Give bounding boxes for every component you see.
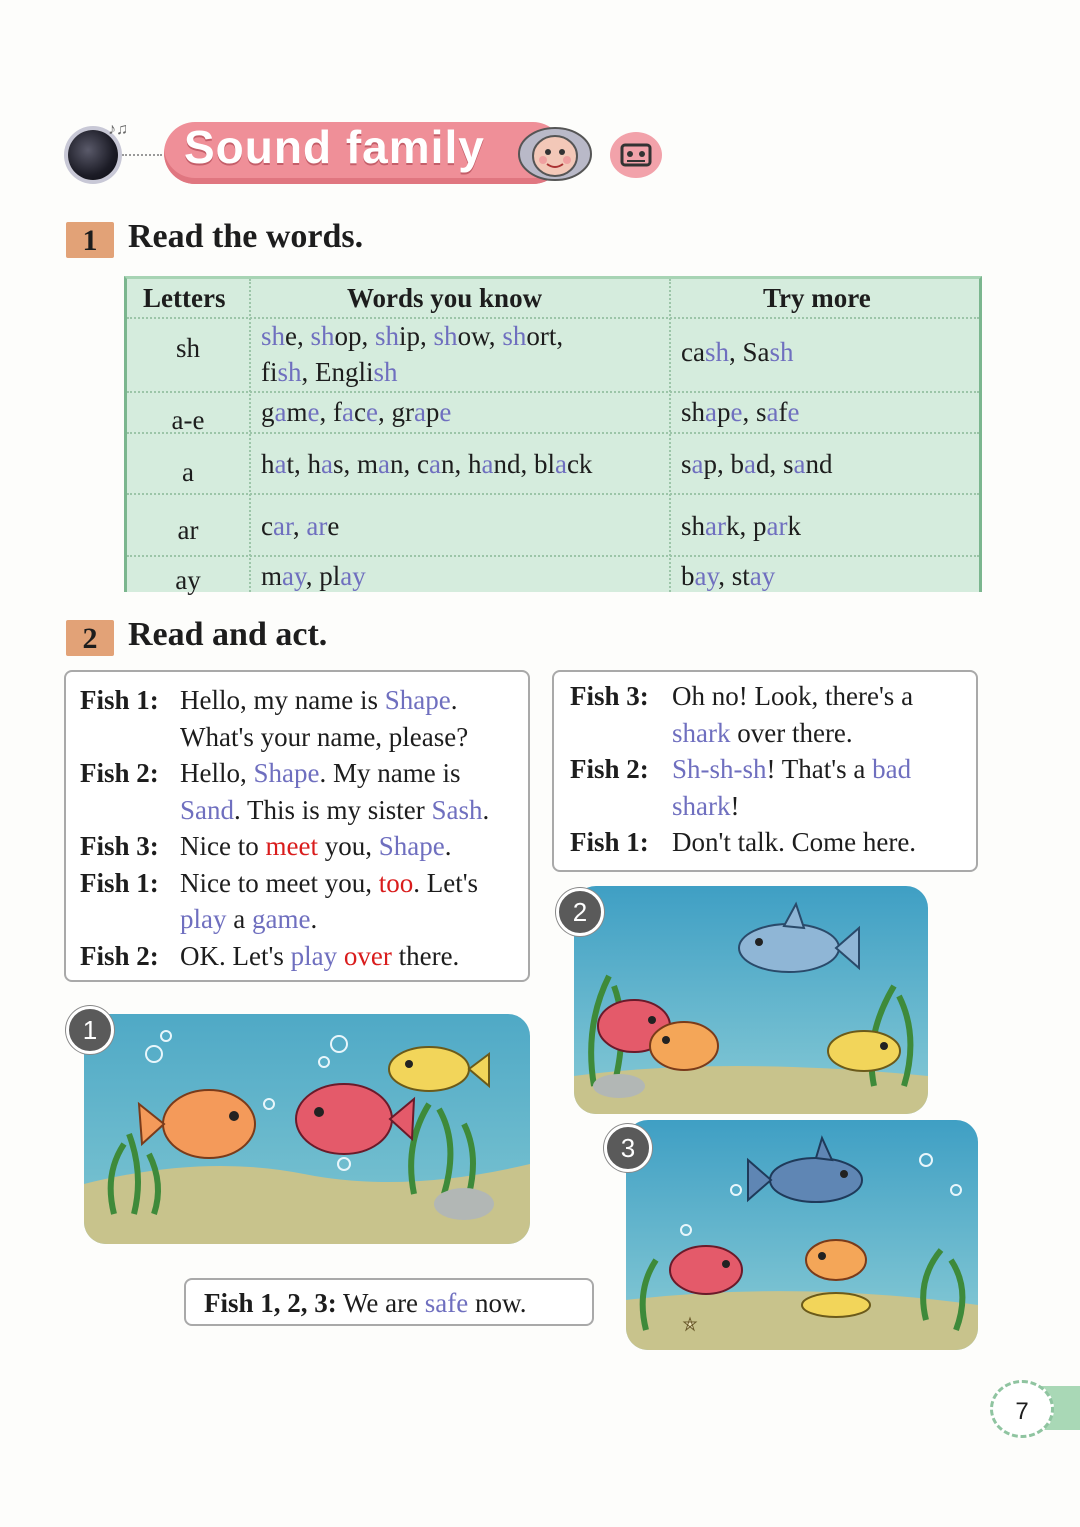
dialog-line: Sand. This is my sister Sash. (180, 794, 490, 825)
orange-fish-icon (806, 1240, 866, 1280)
picture-1 (84, 1014, 530, 1244)
table-try-more-cell: cash, Sash (681, 337, 794, 367)
row-divider (127, 317, 979, 319)
table-letters-cell: sh (175, 333, 200, 363)
dialog-line: Fish 2: Hello, Shape. My name is (80, 758, 461, 788)
cassette-icon (610, 132, 662, 178)
dialog-line: Fish 3: Nice to meet you, Shape. (80, 831, 452, 861)
dialog-line: Fish 1: Don't talk. Come here. (570, 827, 917, 857)
header-words-you-know: Words you know (347, 283, 543, 313)
caption-box (184, 1278, 594, 1326)
red-fish-icon (670, 1246, 742, 1294)
col-divider (249, 279, 251, 592)
table-known-words-cell: game, face, grape (261, 397, 452, 427)
table-known-words-cell: car, are (261, 511, 340, 541)
dialog-line: Fish 2: OK. Let's play over there. (80, 940, 460, 971)
picture-number-1: 1 (66, 1006, 114, 1054)
table-letters-cell: ay (175, 565, 201, 595)
section-number-1: 1 (66, 222, 114, 258)
cassette-button[interactable] (610, 132, 662, 178)
underwater-scene-2 (574, 886, 928, 1114)
table-try-more-cell: shark, park (681, 511, 801, 541)
dialog-line: play a game. (180, 904, 318, 934)
table-known-words-cell: she, shop, ship, show, short, (261, 321, 564, 351)
sound-dots (122, 154, 162, 156)
section-title-2: Read and act. (128, 616, 328, 653)
section-number-2: 2 (66, 620, 114, 656)
section-title-1: Read the words. (128, 218, 364, 255)
dialog-lines-2 (570, 678, 970, 861)
caption-text: Fish 1, 2, 3: We are safe now. (204, 1288, 527, 1318)
dialog-line: shark over there. (672, 717, 853, 748)
underwater-scene-1 (84, 1014, 530, 1244)
dialog-line: shark! (672, 790, 740, 821)
dialog-line: Fish 2: Sh-sh-sh! That's a bad (570, 754, 912, 784)
svg-text:♪♫: ♪♫ (108, 121, 128, 138)
table-try-more-cell: sap, bad, sand (681, 449, 833, 479)
dialog-lines-1 (80, 682, 526, 974)
table-letters-cell: a-e (171, 405, 205, 435)
picture-3 (626, 1120, 978, 1350)
row-divider (127, 391, 979, 393)
dialog-line: Fish 1: Nice to meet you, too. Let's (80, 867, 479, 898)
picture-2 (574, 886, 928, 1114)
music-note-icon (106, 116, 136, 140)
header-try-more: Try more (763, 283, 871, 313)
page-title: Sound family (184, 121, 485, 173)
yellow-fish-icon (828, 1031, 900, 1071)
underwater-scene-3 (626, 1120, 978, 1350)
picture-number-3: 3 (604, 1124, 652, 1172)
table-letters-cell: a (182, 457, 194, 487)
dialog-box-2 (552, 670, 978, 872)
yellow-fish-icon (802, 1293, 870, 1317)
dialog-line: What's your name, please? (180, 721, 469, 752)
row-divider (127, 493, 979, 495)
row-divider (127, 555, 979, 557)
row-divider (127, 432, 979, 434)
picture-number-2: 2 (556, 888, 604, 936)
table-try-more-cell: shape, safe (681, 397, 800, 427)
grandma-face-icon (515, 124, 595, 182)
header-letters: Letters (143, 283, 226, 313)
dialog-line: Fish 3: Oh no! Look, there's a (570, 681, 914, 711)
table-letters-cell: ar (177, 515, 199, 545)
orange-fish-icon (650, 1022, 718, 1070)
table-try-more-cell: bay, stay (681, 561, 776, 591)
dialog-line: Fish 1: Hello, my name is Shape. (80, 685, 458, 715)
col-divider (669, 279, 671, 592)
word-table (124, 276, 982, 595)
page-number: 7 (990, 1380, 1054, 1438)
table-known-words-cell: hat, has, man, can, hand, black (261, 449, 593, 479)
dialog-box-1 (64, 670, 530, 982)
header-banner (60, 110, 680, 200)
table-known-words-cell: may, play (261, 561, 366, 591)
table-known-words-cell: fish, English (261, 357, 398, 387)
